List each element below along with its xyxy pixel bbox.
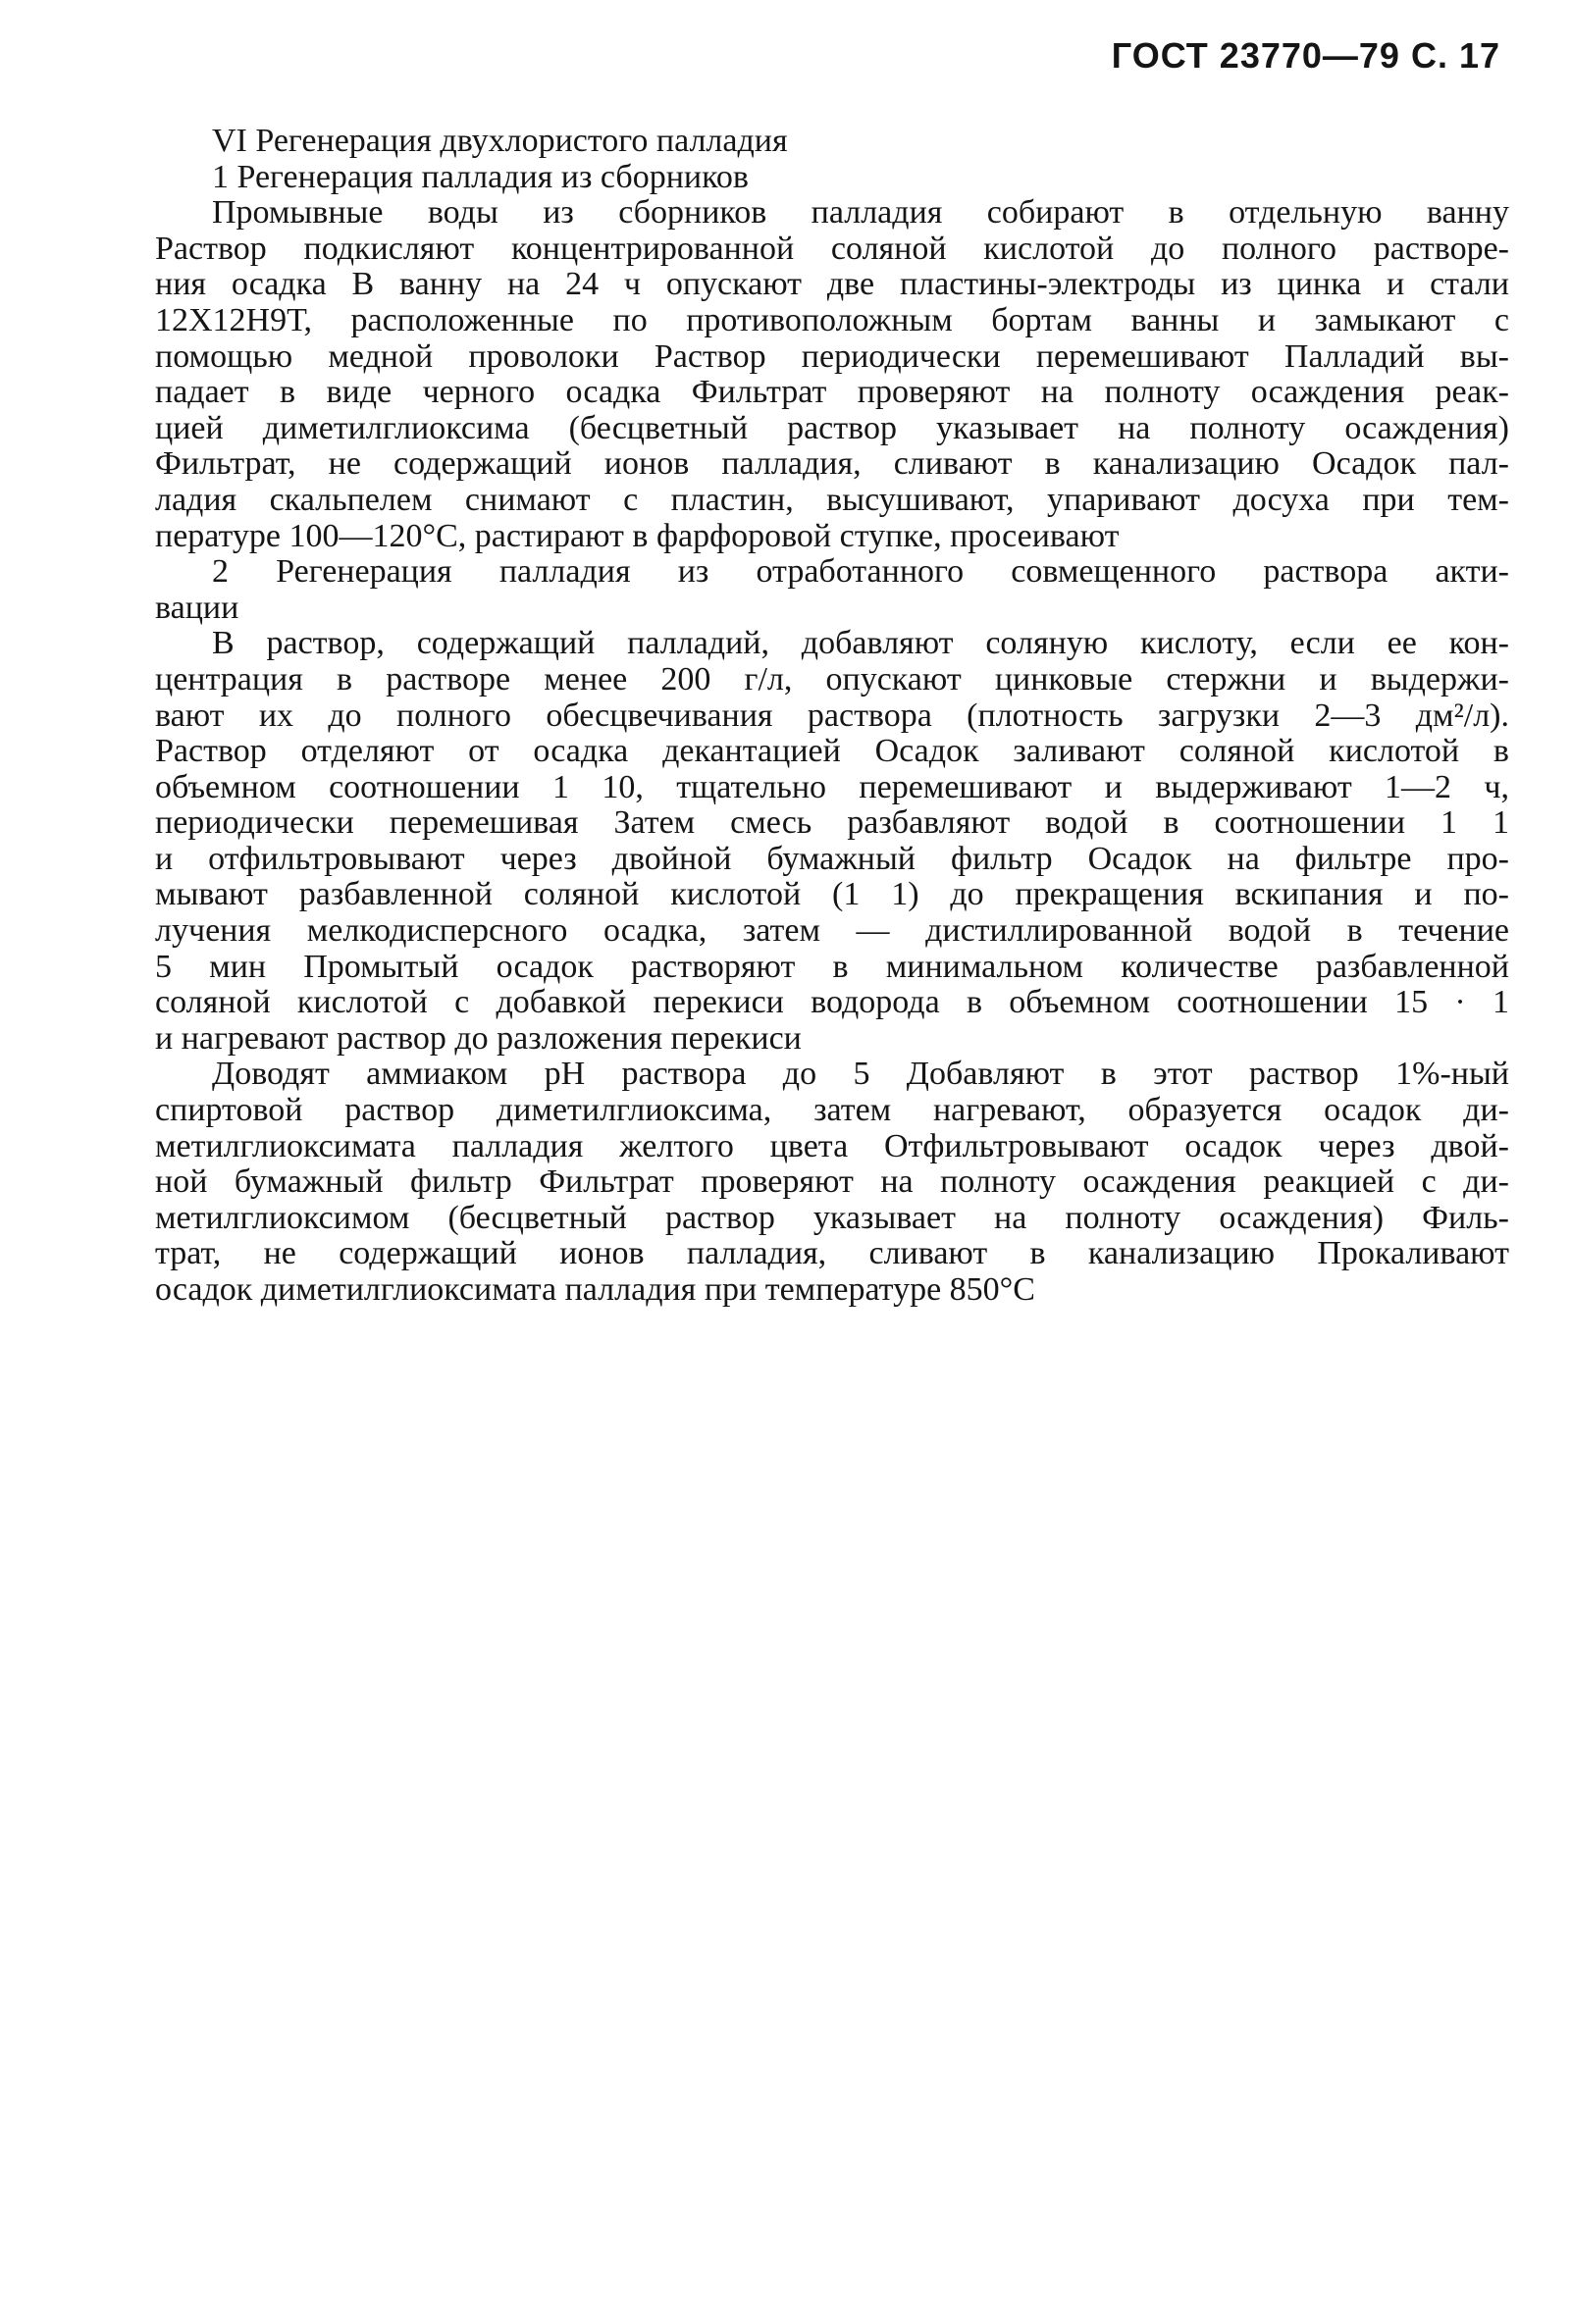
paragraph-1-line: Фильтрат, не содержащий ионов палладия, сливают в канализацию Осадок пал- bbox=[155, 445, 1509, 483]
paragraph-3-line: метилглиоксимом (бесцветный раствор указывает на полноту осаждения) Филь- bbox=[155, 1199, 1509, 1236]
paragraph-3-line: спиртовой раствор диметилглиоксима, затем нагревают, образуется осадок ди- bbox=[155, 1092, 1509, 1129]
paragraph-3-line: осадок диметилглиоксимата палладия при температуре 850°С bbox=[155, 1271, 1035, 1308]
paragraph-2-line: и нагревают раствор до разложения перекиси bbox=[155, 1019, 802, 1057]
subsection-heading-2: 2 Регенерация палладия из отработанного совмещенного раствора акти- bbox=[212, 553, 1509, 591]
paragraph-2-line: центрация в растворе менее 200 г/л, опускают цинковые стержни и выдержи- bbox=[155, 660, 1509, 697]
paragraph-2-line: и отфильтровывают через двойной бумажный фильтр Осадок на фильтре про- bbox=[155, 840, 1509, 877]
paragraph-1-line: Раствор подкисляют концентрированной соляной кислотой до полного растворе- bbox=[155, 230, 1509, 267]
paragraph-2-line: вают их до полного обесцвечивания раствора (плотность загрузки 2—3 дм²/л). bbox=[155, 697, 1509, 734]
paragraph-1-line: помощью медной проволоки Раствор периодически перемешивают Палладий вы- bbox=[155, 337, 1509, 375]
paragraph-1-line: пературе 100—120°С, растирают в фарфоровой ступке, просеивают bbox=[155, 517, 1120, 554]
paragraph-1-line: ладия скальпелем снимают с пластин, высушивают, упаривают досуха при тем- bbox=[155, 481, 1509, 518]
paragraph-3-line: метилглиоксимата палладия желтого цвета Отфильтровывают осадок через двой- bbox=[155, 1127, 1509, 1164]
paragraph-3-line: трат, не содержащий ионов палладия, сливают в канализацию Прокаливают bbox=[155, 1235, 1509, 1272]
paragraph-2-line: Раствор отделяют от осадка декантацией Осадок заливают соляной кислотой в bbox=[155, 733, 1509, 770]
paragraph-1-line: падает в виде черного осадка Фильтрат проверяют на полноту осаждения реак- bbox=[155, 374, 1509, 411]
document-body bbox=[155, 124, 1509, 1309]
subsection-heading-2: вации bbox=[155, 589, 239, 626]
paragraph-2-line: В раствор, содержащий палладий, добавляют соляную кислоту, если ее кон- bbox=[212, 625, 1509, 662]
paragraph-1-line: ния осадка В ванну на 24 ч опускают две пластины-электроды из цинка и стали bbox=[155, 266, 1509, 303]
subsection-heading-1: 1 Регенерация палладия из сборников bbox=[212, 158, 749, 195]
paragraph-2-line: объемном соотношении 1 10, тщательно перемешивают и выдерживают 1—2 ч, bbox=[155, 768, 1509, 805]
paragraph-2-line: 5 мин Промытый осадок растворяют в минимальном количестве разбавленной bbox=[155, 948, 1509, 985]
paragraph-2-line: мывают разбавленной соляной кислотой (1 1) до прекращения вскипания и по- bbox=[155, 876, 1509, 913]
page-header: ГОСТ 23770—79 С. 17 bbox=[1111, 35, 1500, 76]
paragraph-1-line: цией диметилглиоксима (бесцветный раствор указывает на полноту осаждения) bbox=[155, 409, 1509, 446]
paragraph-2-line: лучения мелкодисперсного осадка, затем — дистиллированной водой в течение bbox=[155, 912, 1509, 950]
paragraph-2-line: соляной кислотой с добавкой перекиси водорода в объемном соотношении 15 · 1 bbox=[155, 984, 1509, 1021]
paragraph-3-line: Доводят аммиаком pH раствора до 5 Добавляют в этот раствор 1%-ный bbox=[212, 1056, 1509, 1093]
paragraph-1-line: Промывные воды из сборников палладия собирают в отдельную ванну bbox=[212, 194, 1509, 232]
paragraph-3-line: ной бумажный фильтр Фильтрат проверяют на полноту осаждения реакцией с ди- bbox=[155, 1163, 1509, 1201]
section-heading-vi: VI Регенерация двухлористого палладия bbox=[212, 123, 788, 159]
paragraph-1-line: 12Х12Н9Т, расположенные по противоположным бортам ванны и замыкают с bbox=[155, 301, 1509, 338]
paragraph-2-line: периодически перемешивая Затем смесь разбавляют водой в соотношении 1 1 bbox=[155, 804, 1509, 842]
